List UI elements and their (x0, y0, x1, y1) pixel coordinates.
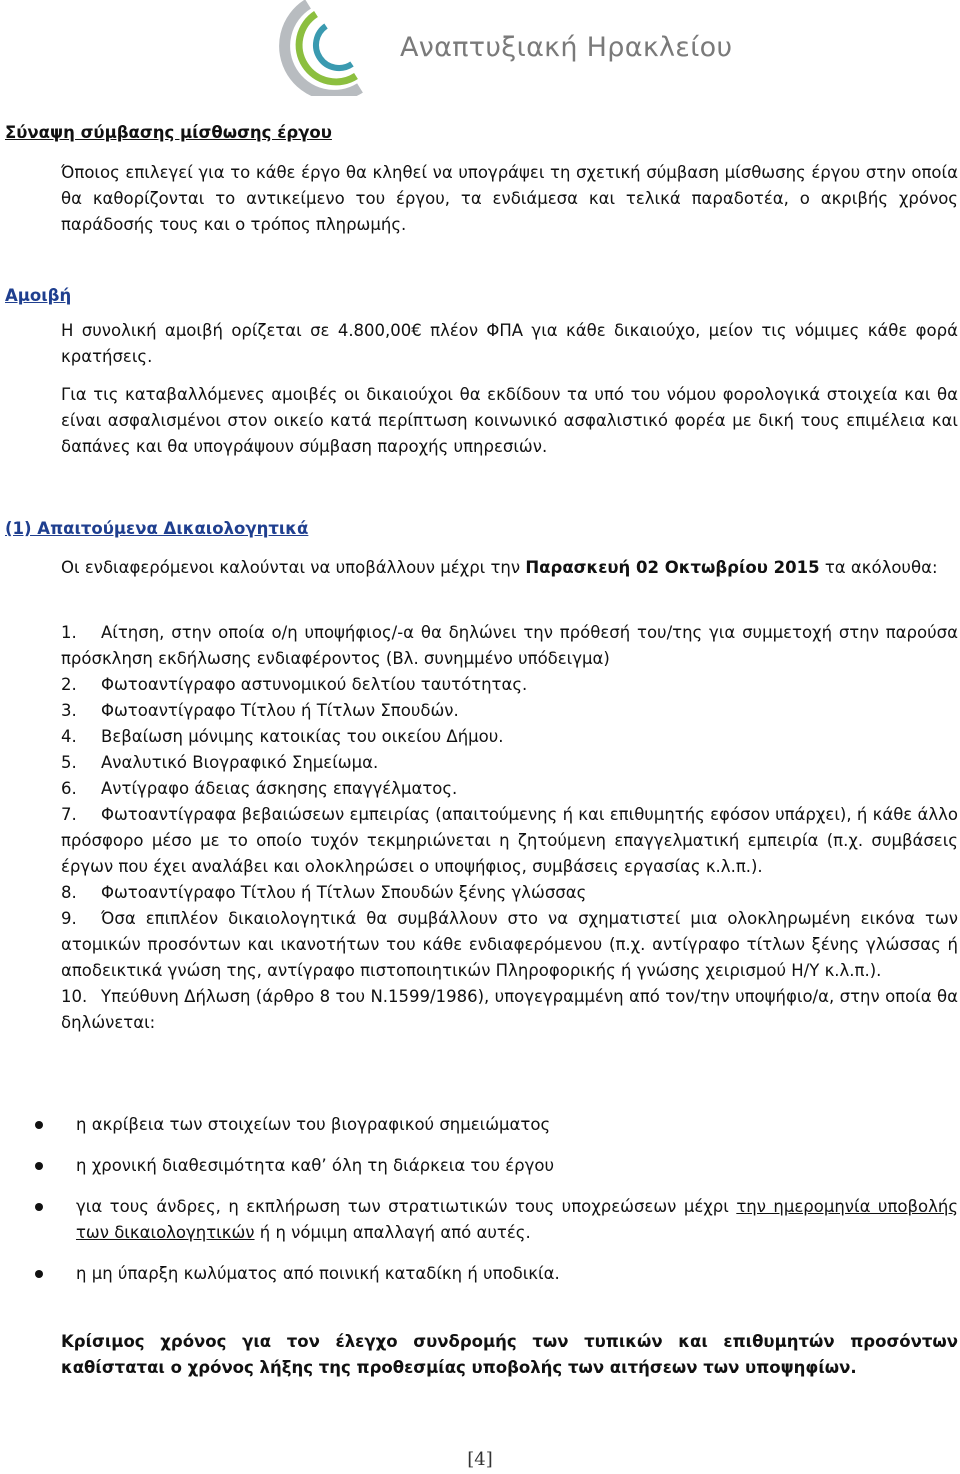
logo-emblem-icon (268, 0, 398, 96)
list-item: 7. Φωτοαντίγραφα βεβαιώσεων εμπειρίας (απαιτούμενης ή και επιθυμητής εφόσον υπάρχει), ή κάθε άλλο πρόσφορο μέσο με το οποίο τυχόν τεκμηριώνεται η ζητούμενη επαγγελματική εμπειρία (π.χ. συμβάσεις έργων που έχει αναλάβει και ολοκληρώσει ο υποψήφιος, συμβάσεις εργασίας κ.λ.π.). (61, 805, 958, 876)
page-number: [4] (467, 1449, 493, 1470)
documents-intro-post: τα ακόλουθα: (819, 558, 938, 577)
section-title-fee: Αμοιβή (5, 286, 72, 305)
bullet-item: για τους άνδρες, η εκπλήρωση των στρατιωτικών τους υποχρεώσεων μέχρι την ημερομηνία υποβολής των δικαιολογητικών ή η νόμιμη απαλλαγή από αυτές. (35, 1194, 958, 1246)
list-item: 6. Αντίγραφο άδειας άσκησης επαγγέλματος. (61, 779, 458, 798)
list-item: 8. Φωτοαντίγραφο Τίτλου ή Τίτλων Σπουδών ξένης γλώσσας (61, 883, 587, 902)
closing-note: Κρίσιμος χρόνος για τον έλεγχο συνδρομής των τυπικών και επιθυμητών προσόντων καθίσταται ο χρόνος λήξης της προθεσμίας υποβολής των αιτήσεων των υποψηφίων. (61, 1332, 958, 1377)
list-item: 10. Υπεύθυνη Δήλωση (άρθρο 8 του Ν.1599/1986), υπογεγραμμένη από τον/την υποψήφιο/α, στην οποία θα δηλώνεται: (61, 987, 958, 1032)
bullet-item: η μη ύπαρξη κωλύματος από ποινική καταδίκη ή υποδικία. (35, 1261, 958, 1287)
underlined-deadline-phrase: την ημερομηνία υποβολής των δικαιολογητικών (76, 1197, 959, 1242)
section-title-documents: (1) Απαιτούμενα Δικαιολογητικά (5, 519, 309, 538)
list-item: 2. Φωτοαντίγραφο αστυνομικού δελτίου ταυτότητας. (61, 675, 528, 694)
bullet-dot-icon (35, 1162, 43, 1170)
logo-text: Αναπτυξιακή Ηρακλείου (400, 32, 733, 63)
fee-paragraph-2: Για τις καταβαλλόμενες αμοιβές οι δικαιούχοι θα εκδίδουν τα υπό του νόμου φορολογικά στοιχεία και θα είναι ασφαλισμένοι στον οικείο κατά περίπτωση κοινωνικό ασφαλιστικό φορέα με δική τους επιμέλεια και δαπάνες και θα υπογράψουν σύμβαση παροχής υπηρεσιών. (61, 385, 958, 456)
bullet-item: η χρονική διαθεσιμότητα καθ’ όλη τη διάρκεια του έργου (35, 1153, 958, 1179)
bullet-item: η ακρίβεια των στοιχείων του βιογραφικού σημειώματος (35, 1112, 958, 1138)
fee-paragraph-1: Η συνολική αμοιβή ορίζεται σε 4.800,00€ πλέον ΦΠΑ για κάθε δικαιούχο, μείον τις νόμιμες κάθε φορά κρατήσεις. (61, 321, 958, 366)
declaration-bullets (35, 1112, 958, 1302)
deadline-date: Παρασκευή 02 Οκτωβρίου 2015 (525, 558, 820, 577)
bullet-dot-icon (35, 1121, 43, 1129)
bullet-dot-icon (35, 1270, 43, 1278)
logo (268, 0, 733, 96)
list-item: 9. Όσα επιπλέον δικαιολογητικά θα συμβάλλουν στο να σχηματιστεί μια ολοκληρωμένη εικόνα των ατομικών προσόντων και ικανοτήτων του κάθε ενδιαφερόμενου (π.χ. αντίγραφο τίτλων ξένης γλώσσας ή αποδεικτικά γνώση της, αντίγραφο πιστοποιητικών Πληροφορικής ή γνώσης χειρισμού Η/Υ κ.λ.π.). (61, 909, 958, 980)
list-item: 4. Βεβαίωση μόνιμης κατοικίας του οικείου Δήμου. (61, 727, 504, 746)
section-title-contract: Σύναψη σύμβασης μίσθωσης έργου (5, 123, 332, 142)
documents-intro (61, 555, 958, 581)
bullet-dot-icon (35, 1203, 43, 1211)
list-item: 1. Αίτηση, στην οποία ο/η υποψήφιος/-α θα δηλώνει την πρόθεσή του/της για συμμετοχή στην παρούσα πρόσκληση εκδήλωσης ενδιαφέροντος (Βλ. συνημμένο υπόδειγμα) (61, 623, 958, 668)
contract-paragraph: Όποιος επιλεγεί για το κάθε έργο θα κληθεί να υπογράψει τη σχετική σύμβαση μίσθωσης έργου στην οποία θα καθορίζονται το αντικείμενο του έργου, τα ενδιάμεσα και τελικά παραδοτέα, ο ακριβής χρόνος παράδοσής τους και ο τρόπος πληρωμής. (61, 163, 958, 234)
list-item: 5. Αναλυτικό Βιογραφικό Σημείωμα. (61, 753, 379, 772)
list-item: 3. Φωτοαντίγραφο Τίτλου ή Τίτλων Σπουδών. (61, 701, 459, 720)
documents-list (61, 620, 958, 1036)
documents-intro-pre: Οι ενδιαφερόμενοι καλούνται να υποβάλλουν μέχρι την (61, 558, 526, 577)
